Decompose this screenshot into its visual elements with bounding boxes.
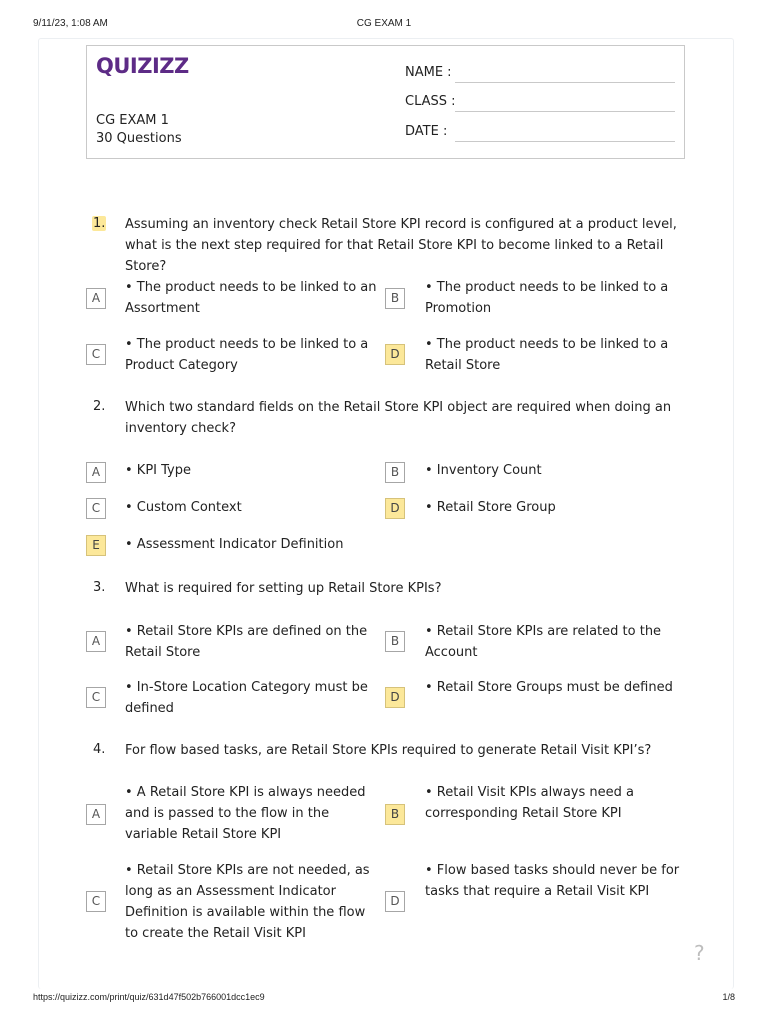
option-c-text: • In-Store Location Category must be defined (125, 680, 368, 716)
question-count: 30 Questions (96, 131, 182, 146)
name-label: NAME : (405, 65, 452, 80)
question-number: 1. (93, 216, 106, 231)
question-number: 2. (93, 399, 106, 414)
print-footer (33, 992, 735, 1006)
option-a-text: • The product needs to be linked to an Assortment (125, 280, 377, 316)
option-d-text: • Retail Store Group (425, 500, 556, 515)
worksheet-header (86, 45, 685, 159)
print-timestamp: 9/11/23, 1:08 AM (33, 18, 108, 29)
option-c-box[interactable]: C (86, 687, 106, 708)
name-line (455, 82, 675, 83)
option-d-text: • The product needs to be linked to a Retail Store (425, 337, 669, 373)
question-text: Assuming an inventory check Retail Store KPI record is configured at a product level, what is the next step required for that Retail Store KPI to become linked to a Retail Store? (125, 217, 677, 274)
option-a-text: • KPI Type (125, 463, 191, 478)
option-a-text: • Retail Store KPIs are defined on the Retail Store (125, 624, 368, 660)
option-c-text: • Retail Store KPIs are not needed, as long as an Assessment Indicator Definition is available within the flow to create the Retail Visit KPI (125, 863, 370, 941)
class-line (455, 111, 675, 112)
class-label: CLASS : (405, 94, 456, 109)
option-a-box[interactable]: A (86, 288, 106, 309)
option-b-text: • The product needs to be linked to a Promotion (425, 280, 669, 316)
option-b-box[interactable]: B (385, 462, 405, 483)
date-label: DATE : (405, 124, 448, 139)
option-a-text: • A Retail Store KPI is always needed and is passed to the flow in the variable Retail Store KPI (125, 785, 366, 842)
print-title: CG EXAM 1 (356, 18, 412, 29)
option-b-text: • Retail Store KPIs are related to the Account (425, 624, 662, 660)
help-icon[interactable]: ? (694, 941, 705, 965)
question-text: Which two standard fields on the Retail Store KPI object are required when doing an inventory check? (125, 400, 672, 436)
option-d-box[interactable]: D (385, 344, 405, 365)
option-b-text: • Retail Visit KPIs always need a corresponding Retail Store KPI (425, 785, 634, 821)
question-text: What is required for setting up Retail Store KPIs? (125, 581, 442, 596)
option-a-box[interactable]: A (86, 462, 106, 483)
date-line (455, 141, 675, 142)
question-text: For flow based tasks, are Retail Store KPIs required to generate Retail Visit KPI’s? (125, 743, 652, 758)
question-number: 4. (93, 742, 106, 757)
option-d-box[interactable]: D (385, 687, 405, 708)
print-header (33, 18, 735, 32)
option-c-box[interactable]: C (86, 891, 106, 912)
option-e-box[interactable]: E (86, 535, 106, 556)
option-b-box[interactable]: B (385, 804, 405, 825)
quizizz-logo: QUIZIZZ (96, 54, 189, 78)
question-number: 3. (93, 580, 106, 595)
exam-title: CG EXAM 1 (96, 113, 169, 128)
option-c-box[interactable]: C (86, 498, 106, 519)
option-b-text: • Inventory Count (425, 463, 542, 478)
option-d-box[interactable]: D (385, 498, 405, 519)
option-c-text: • The product needs to be linked to a Product Category (125, 337, 369, 373)
option-a-box[interactable]: A (86, 804, 106, 825)
option-a-box[interactable]: A (86, 631, 106, 652)
print-url: https://quizizz.com/print/quiz/631d47f502b766001dcc1ec9 (33, 992, 265, 1002)
page-number: 1/8 (722, 992, 735, 1002)
option-b-box[interactable]: B (385, 288, 405, 309)
option-b-box[interactable]: B (385, 631, 405, 652)
option-d-text: • Flow based tasks should never be for tasks that require a Retail Visit KPI (425, 863, 680, 899)
option-d-box[interactable]: D (385, 891, 405, 912)
option-c-text: • Custom Context (125, 500, 242, 515)
date-field (405, 124, 675, 140)
option-e-text: • Assessment Indicator Definition (125, 537, 344, 552)
option-c-box[interactable]: C (86, 344, 106, 365)
option-d-text: • Retail Store Groups must be defined (425, 680, 673, 695)
name-field (405, 65, 675, 81)
class-field (405, 94, 675, 110)
